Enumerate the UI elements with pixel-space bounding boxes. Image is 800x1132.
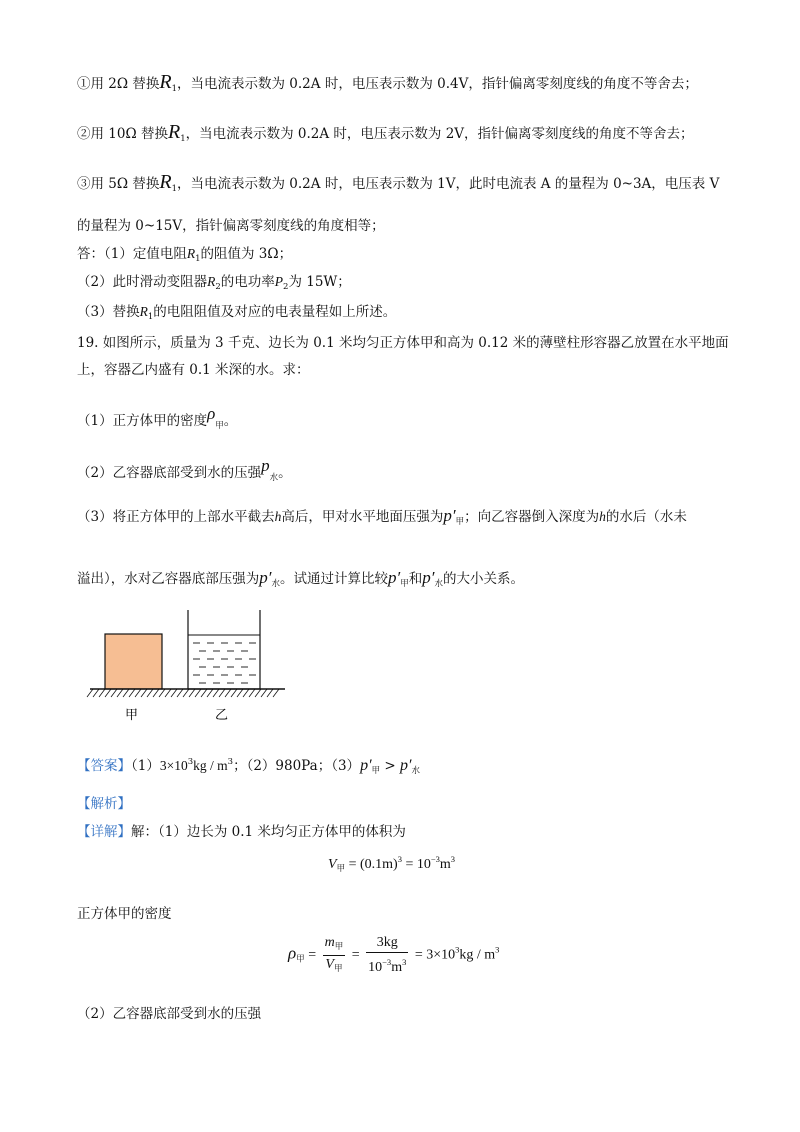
density-label: 正方体甲的密度: [77, 906, 172, 922]
text-fragment: 和: [408, 571, 423, 587]
subscript: 甲: [400, 579, 409, 589]
text-fragment: ，当电流表示数为 0.2A 时，电压表示数为 0.4V，指针偏离零刻度线的角度不等舍去；: [177, 76, 698, 92]
hatch-line: [243, 689, 249, 697]
symbol-rho: ρ: [207, 404, 216, 423]
hatch-line: [165, 689, 171, 697]
hatch-line: [261, 689, 267, 697]
symbol-p-prime: p′: [360, 757, 372, 774]
hatch-line: [231, 689, 237, 697]
subscript: 1: [171, 84, 178, 94]
text-fragment: 解：（1）边长为 0.1 米均匀正方体甲的体积为: [131, 824, 406, 840]
symbol-v: V: [325, 957, 334, 972]
text-fragment: 溢出），水对乙容器底部压强为: [77, 571, 260, 587]
symbol-r: R: [167, 121, 181, 143]
hatch-line: [123, 689, 129, 697]
label-jia: 甲: [125, 708, 139, 723]
symbol-p-prime: p′: [443, 506, 456, 525]
hatch-line: [117, 689, 123, 697]
label-yi: 乙: [215, 708, 229, 723]
hatch-line: [249, 689, 255, 697]
question-part-3-cont: [77, 568, 524, 594]
text-line: [77, 272, 351, 297]
hatch-line: [219, 689, 225, 697]
hatch-line: [159, 689, 165, 697]
equals: =: [308, 947, 317, 963]
subscript: 甲: [333, 963, 343, 973]
symbol-p: p: [261, 456, 270, 475]
detail-line: [77, 822, 406, 842]
superscript: −3: [382, 957, 392, 967]
subscript: 1: [180, 134, 186, 144]
unit: kg / m: [193, 758, 228, 773]
operator: >: [380, 758, 400, 774]
answer-tag: 【答案】: [77, 758, 131, 774]
detail-tag: 【详解】: [77, 824, 131, 840]
analysis-tag: 【解析】: [77, 796, 131, 812]
hatch-line: [93, 689, 99, 697]
subscript: 甲: [455, 517, 465, 527]
hatch-line: [267, 689, 273, 697]
question-part-1: [77, 404, 237, 436]
container-yi: [188, 610, 260, 689]
unit: m: [439, 857, 451, 872]
hatch-line: [255, 689, 261, 697]
symbol-p-prime: p′: [387, 568, 401, 587]
text-fragment: 的电功率: [220, 274, 275, 290]
subscript: 水: [411, 766, 420, 776]
symbol-v: V: [328, 857, 337, 872]
hatch-line: [105, 689, 111, 697]
hatch-line: [213, 689, 219, 697]
equals: =: [351, 947, 360, 963]
equation-density: [288, 934, 499, 977]
text-fragment: ，当电流表示数为 0.2A 时，电压表示数为 1V，此时电流表 A 的量程为 0~3A，电压表 V: [177, 176, 720, 192]
symbol-p-prime: p′: [259, 568, 272, 587]
superscript: 3: [455, 944, 460, 955]
text-fragment: 的电阻阻值及对应的电表量程如上所述。: [153, 304, 397, 320]
hatch-line: [147, 689, 153, 697]
text-fragment: （1）正方体甲的密度: [77, 413, 208, 429]
hatch-line: [273, 689, 279, 697]
hatch-line: [195, 689, 201, 697]
subscript: 甲: [296, 953, 305, 964]
text-fragment: （3）替换: [77, 304, 140, 320]
hatch-line: [135, 689, 141, 697]
text-fragment: ；（2）980Pa；（3）: [233, 758, 361, 774]
text-fragment: 为 15W；: [288, 274, 351, 290]
text-line: [77, 302, 396, 327]
text-fragment: 的水后（水未: [605, 509, 687, 525]
text-fragment: ，当电流表示数为 0.2A 时，电压表示数为 2V，指针偏离零刻度线的角度不等舍去；: [185, 126, 694, 142]
hatch-line: [225, 689, 231, 697]
question-stem: 19. 如图所示，质量为 3 千克、边长为 0.1 米均匀正方体甲和高为 0.12 米的薄壁柱形容器乙放置在水平地面: [77, 335, 729, 351]
superscript: −3: [430, 854, 440, 864]
text-fragment: = 3×10: [411, 947, 456, 963]
text-fragment: 答：（1）定值电阻: [77, 246, 187, 262]
hatch-line: [207, 689, 213, 697]
symbol-rho: ρ: [288, 943, 297, 963]
text-line: 的量程为 0~15V，指针偏离零刻度线的角度相等；: [77, 218, 385, 234]
symbol-m: m: [324, 935, 335, 950]
question-part-2: [77, 456, 292, 488]
symbol-p: P: [274, 274, 284, 289]
symbol-r: R: [186, 246, 196, 261]
hatch-line: [153, 689, 159, 697]
superscript: 3: [450, 854, 456, 864]
unit: m: [391, 960, 403, 975]
symbol-r: R: [139, 304, 148, 319]
text-fragment: （2）乙容器底部受到水的压强: [77, 465, 262, 481]
text-fragment: ①用 2Ω 替换: [77, 76, 160, 92]
subscript: 水: [269, 473, 279, 483]
text-fragment: 的阻值为 3Ω；: [200, 246, 293, 262]
text-fragment: 10: [368, 960, 383, 975]
subscript: 水: [434, 579, 443, 589]
subscript: 1: [171, 184, 178, 194]
hatch-line: [201, 689, 207, 697]
part-2-heading: （2）乙容器底部受到水的压强: [77, 1006, 262, 1022]
water-dashes: [193, 643, 256, 683]
text-fragment: ；向乙容器倒入深度为: [464, 509, 600, 525]
superscript: 3: [227, 757, 234, 767]
superscript: 3: [402, 957, 407, 967]
text-line: [77, 72, 698, 99]
subscript: 甲: [215, 421, 224, 431]
hatch-line: [177, 689, 183, 697]
text-fragment: （3）将正方体甲的上部水平截去: [77, 509, 275, 525]
text-fragment: 的大小关系。: [442, 571, 524, 587]
symbol-p-prime: p′: [422, 568, 435, 587]
subscript: 水: [271, 579, 280, 589]
hatch-line: [99, 689, 105, 697]
subscript: 1: [195, 254, 201, 264]
subscript: 1: [147, 312, 154, 322]
symbol-h: h: [599, 509, 606, 524]
text-fragment: （1）: [131, 758, 160, 774]
symbol-r: R: [207, 274, 216, 289]
fraction-m-over-v: [323, 934, 346, 977]
ground-hatching: [87, 689, 279, 697]
subscript: 2: [215, 282, 221, 292]
text-fragment: ②用 10Ω 替换: [77, 126, 168, 142]
superscript: 3: [397, 854, 402, 864]
unit: kg / m: [459, 947, 496, 963]
text-fragment: = 10: [401, 857, 431, 872]
text-fragment: 。: [278, 465, 292, 481]
symbol-h: h: [274, 509, 282, 524]
hatch-line: [141, 689, 147, 697]
hatch-line: [87, 689, 93, 697]
symbol-r: R: [159, 171, 172, 193]
fraction-values: [366, 934, 408, 977]
value: 3×10: [159, 758, 188, 773]
question-part-3: [77, 506, 687, 532]
symbol-r: R: [159, 71, 172, 93]
text-fragment: 。试通过计算比较: [279, 571, 388, 587]
subscript: 甲: [371, 766, 381, 776]
equation-volume: [328, 854, 455, 874]
text-line: [77, 172, 719, 199]
superscript: 3: [495, 944, 500, 955]
subscript: 甲: [334, 941, 344, 951]
text-fragment: = (0.1m): [345, 857, 398, 872]
subscript: 2: [283, 282, 289, 292]
answer-line: [77, 752, 420, 781]
superscript: 3: [187, 757, 194, 767]
hatch-line: [237, 689, 243, 697]
symbol-p-prime: p′: [399, 757, 412, 774]
hatch-line: [189, 689, 195, 697]
question-stem: 上，容器乙内盛有 0.1 米深的水。求：: [77, 362, 310, 378]
text-line: [77, 122, 694, 149]
text-fragment: （2）此时滑动变阻器: [77, 274, 208, 290]
numerator: 3kg: [366, 934, 408, 953]
hatch-line: [129, 689, 135, 697]
text-fragment: 。: [223, 413, 238, 429]
subscript: 甲: [336, 863, 346, 873]
hatch-line: [171, 689, 177, 697]
hatch-line: [183, 689, 189, 697]
hatch-line: [111, 689, 117, 697]
text-line: [77, 244, 292, 269]
cube-jia: [105, 634, 162, 689]
text-fragment: ③用 5Ω 替换: [77, 176, 160, 192]
question-figure: [85, 605, 295, 725]
text-fragment: 高后，甲对水平地面压强为: [281, 509, 444, 525]
